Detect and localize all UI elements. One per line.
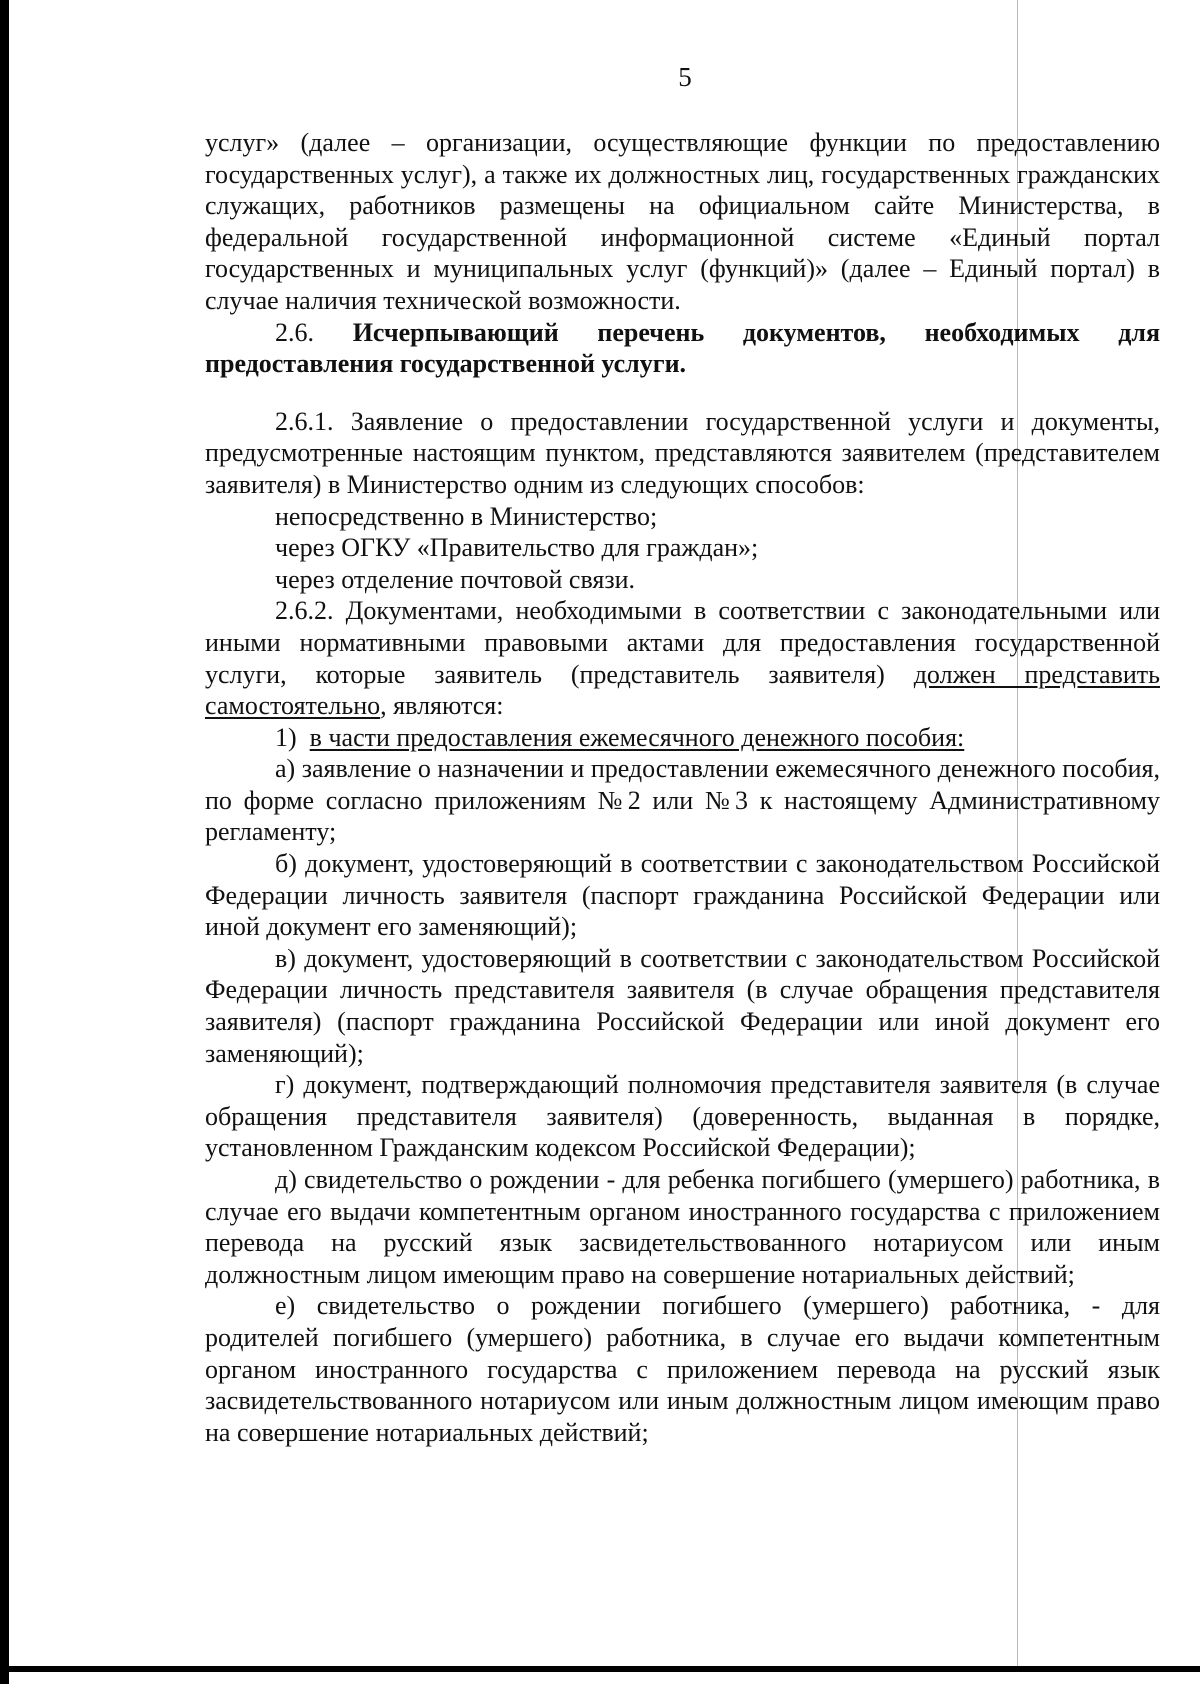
list-item-text: свидетельство о рождении погибшего (умершего) работника, - для родителей погибшего (умершего) работника, в случае его выдачи компетентным органом иностранного государства с приложением перевода на русский язык засвидетельствованного нотариусом или иным должностным лицом имеющим право на совершение нотариальных действий; (205, 1291, 1161, 1447)
list-item (205, 1069, 1160, 1164)
list-item (205, 753, 1160, 848)
list-item-letter: в) (275, 943, 296, 973)
list-item-text: документ, подтверждающий полномочия представителя заявителя (в случае обращения представителя заявителя) (доверенность, выданная в порядке, установленном Гражданским кодексом Российской Федерации); (205, 1070, 1160, 1163)
intro-paragraph: услуг» (далее – организации, осуществляющие функции по предоставлению государственных услуг), а также их должностных лиц, государственных гражданских служащих, работников размещены на официальном сайте Министерства, в федеральной государственной информационной системе «Единый портал государственных и муниципальных услуг (функций)» (далее – Единый портал) в случае наличия технической возможности. (205, 128, 1160, 315)
list-item-letter: е) (275, 1291, 296, 1321)
section-number: 2.6. (275, 317, 314, 347)
paragraph-2-6-2 (205, 595, 1160, 721)
list-item-text: заявление о назначении и предоставлении ежемесячного денежного пособия, по форме согласно приложениям №2 или №3 к настоящему Административному регламенту; (205, 754, 1160, 847)
part-1-text: в части предоставления ежемесячного денежного пособия: (309, 722, 965, 752)
scan-border-left (0, 0, 9, 1684)
part-1-heading (205, 722, 1160, 754)
list-item (205, 1290, 1160, 1448)
list-item-letter: б) (275, 849, 297, 879)
list-item-letter: д) (275, 1165, 297, 1194)
list-item (205, 848, 1160, 943)
list-item (205, 943, 1160, 1069)
paragraph-2-6-1: 2.6.1. Заявление о предоставлении государственной услуги и документы, предусмотренные настоящим пунктом, представляются заявителем (представителем заявителя) в Министерство одним из следующих способов: (205, 406, 1160, 499)
submission-way: через ОГКУ «Правительство для граждан»; (275, 533, 759, 563)
page-number: 5 (678, 62, 692, 92)
document-body (205, 127, 1160, 1448)
list-item-letter: а) (275, 754, 296, 784)
paragraph-2-6-2-underlined: должен представить самостоятельно (205, 659, 1161, 721)
list-item-text: документ, удостоверяющий в соответствии с законодательством Российской Федерации личность заявителя (паспорт гражданина Российской Федерации или иной документ его заменяющий); (205, 849, 1161, 942)
section-title: Исчерпывающий перечень документов, необходимых для предоставления государственной услуги. (205, 317, 1161, 379)
scan-border-bottom (0, 1666, 1200, 1672)
list-item-text: свидетельство о рождении - для ребенка погибшего (умершего) работника, в случае его выдачи компетентным органом иностранного государства с приложением перевода на русский язык засвидетельствованного нотариусом или иным должностным лицом имеющим право на совершение нотариальных действий; (205, 1165, 1160, 1289)
submission-way: непосредственно в Министерство; (275, 501, 658, 531)
submission-way: через отделение почтовой связи. (275, 564, 636, 594)
paragraph-2-6-2-tail: , являются: (380, 691, 504, 721)
part-1-label: 1) (275, 722, 297, 752)
list-item (205, 1164, 1160, 1290)
list-item-letter: г) (275, 1070, 295, 1100)
section-heading (205, 317, 1160, 380)
paragraph-2-6-2-lead: 2.6.2. Документами, необходимыми в соответствии с законодательными или иными нормативными правовыми актами для предоставления государственной услуги, которые заявитель (представитель заявителя) (205, 596, 1160, 689)
list-item-text: документ, удостоверяющий в соответствии с законодательством Российской Федерации личность представителя заявителя (в случае обращения представителя заявителя) (паспорт гражданина Российской Федерации или иной документ его заменяющий); (205, 943, 1161, 1068)
